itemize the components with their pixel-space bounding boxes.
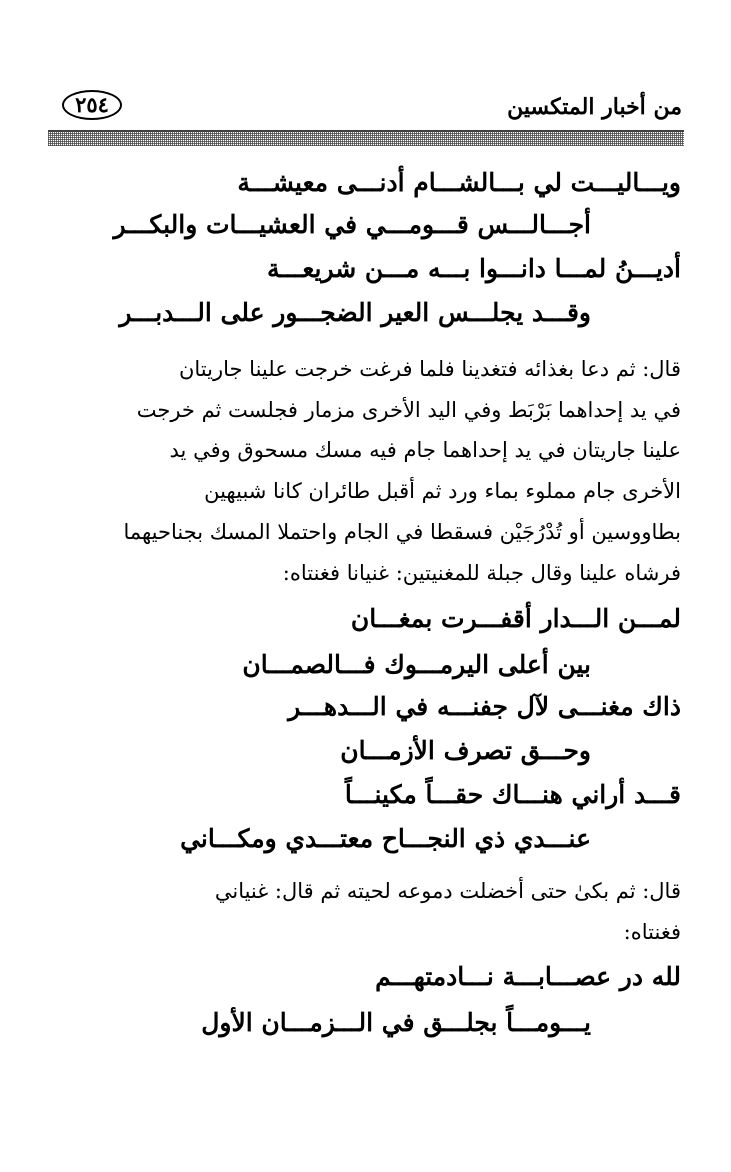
- paragraph-1-line: بطاووسين أو تُدْرُجَيْن فسقطا في الجام واحتملا المسك بجناحيهما: [123, 519, 681, 544]
- poem3-line-2: يـــومـــاً بجلـــق في الـــزمـــان الأول: [201, 1008, 591, 1037]
- running-title: من أخبار المتكسين: [507, 94, 682, 120]
- page-header: [50, 88, 682, 128]
- poem1-line-2: أجـــالـــس قـــومـــي في العشيـــات والبكـــر: [113, 210, 591, 239]
- page-number: ٢٥٤: [62, 90, 122, 120]
- paragraph-1-line: الأخرى جام مملوء بماء ورد ثم أقبل طائران كانا شبيهين: [204, 479, 681, 504]
- paragraph-2-line: قال: ثم بكىٰ حتى أخضلت دموعه لحيته ثم قال: غنياني: [214, 879, 681, 903]
- poem2-line-5: قـــد أراني هنـــاك حقـــاً مكينـــاً: [344, 780, 681, 809]
- poem2-line-1: لمـــن الـــدار أقفـــرت بمغـــان: [350, 604, 681, 633]
- poem1-line-3: أديـــنُ لمـــا دانـــوا بـــه مـــن شريعـــة: [267, 254, 681, 283]
- header-rule: [48, 130, 684, 146]
- paragraph-1-line: فرشاه علينا وقال جبلة للمغنيتين: غنيانا فغنتاه:: [282, 560, 681, 585]
- poem2-line-2: بين أعلى اليرمـــوك فـــالصمـــان: [242, 650, 591, 679]
- poem2-line-3: ذاك مغنـــى لآل جفنـــه في الـــدهـــر: [288, 692, 681, 721]
- paragraph-1-line: في يد إحداهما بَرْبَط وفي اليد الأخرى مزمار فجلست ثم خرجت: [136, 397, 681, 422]
- poem3-line-1: لله در عصـــابـــة نـــادمتهـــم: [375, 962, 681, 991]
- paragraph-1: [51, 349, 681, 593]
- paragraph-1-line: قال: ثم دعا بغذائه فتغدينا فلما فرغت خرجت علينا جاريتان: [178, 357, 681, 381]
- paragraph-2-line: فغنتاه:: [623, 919, 681, 944]
- poem1-line-1: ويـــاليـــت لي بـــالشـــام أدنـــى معيشـــة: [237, 168, 681, 197]
- paragraph-1-line: علينا جاريتان في يد إحداهما جام فيه مسك مسحوق وفي يد: [169, 438, 681, 463]
- poem2-line-4: وحـــق تصرف الأزمـــان: [340, 736, 591, 765]
- poem2-line-6: عنـــدي ذي النجـــاح معتـــدي ومكـــاني: [180, 824, 591, 853]
- poem1-line-4: وقـــد يجلـــس العير الضجـــور على الـــدبـــر: [119, 298, 591, 327]
- paragraph-2: [51, 871, 681, 952]
